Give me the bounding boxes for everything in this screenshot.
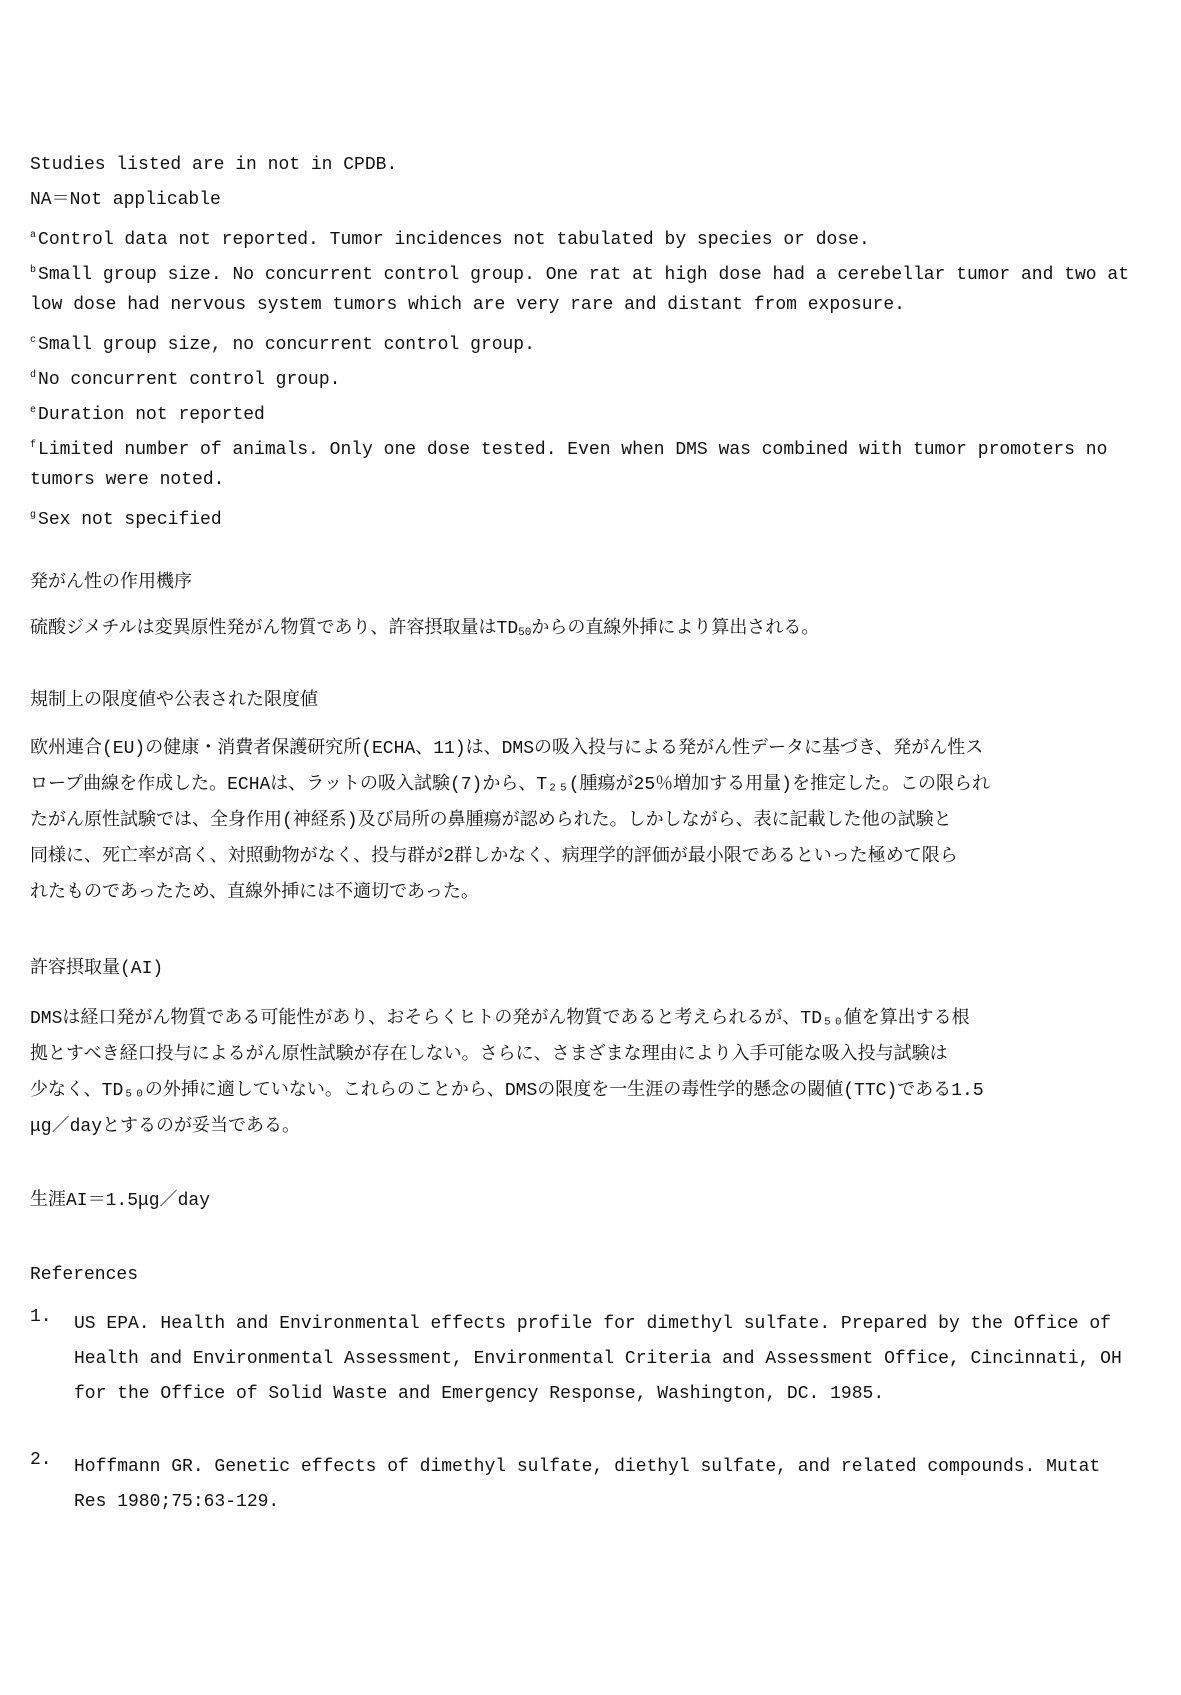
ai-line: 少なく、TD₅₀の外挿に適していない。これらのことから、DMSの限度を一生涯の毒性学的懸念の閾値(TTC)である1.5: [30, 1081, 984, 1101]
limits-line: 同様に、死亡率が高く、対照動物がなく、投与群が2群しかなく、病理学的評価が最小限であるといった極めて限ら: [30, 847, 958, 867]
ai-line: μg／dayとするのが妥当である。: [30, 1117, 301, 1137]
moa-text-post: からの直線外挿により算出される。: [531, 619, 820, 639]
footnote-marker: e: [30, 405, 37, 416]
reference-item: [30, 1450, 1161, 1520]
footnote-text: Small group size, no concurrent control group.: [38, 335, 535, 355]
reference-item: [30, 1307, 1161, 1412]
ai-line: DMSは経口発がん物質である可能性があり、おそらくヒトの発がん物質であると考えられるが、TD₅₀値を算出する根: [30, 1009, 970, 1029]
moa-heading: 発がん性の作用機序: [30, 573, 192, 593]
footnote-marker: g: [30, 510, 37, 521]
footnote-marker: d: [30, 370, 37, 381]
reference-line: Health and Environmental Assessment, Environmental Criteria and Assessment Office, Cincinnati, OH: [74, 1349, 1122, 1369]
limits-line: 欧州連合(EU)の健康・消費者保護研究所(ECHA、11)は、DMSの吸入投与による発がん性データに基づき、発がん性ス: [30, 739, 984, 759]
footnote-line: [30, 358, 1161, 393]
footnote-line: [30, 288, 1161, 323]
footnote-line: [30, 428, 1161, 463]
limits-heading: 規制上の限度値や公表された限度値: [30, 691, 318, 711]
reference-line: for the Office of Solid Waste and Emergency Response, Washington, DC. 1985.: [74, 1384, 885, 1404]
reference-number: 2.: [30, 1450, 52, 1470]
footnote-line: [30, 323, 1161, 358]
footnote-text: Control data not reported. Tumor incidences not tabulated by species or dose.: [38, 230, 870, 250]
footnote-marker: a: [30, 230, 37, 241]
moa-text: [30, 612, 1161, 647]
reference-line: Res 1980;75:63-129.: [74, 1492, 280, 1512]
na-note: NA＝Not applicable: [30, 190, 221, 210]
limits-line: れたものであったため、直線外挿には不適切であった。: [30, 883, 479, 903]
footnote-text: Small group size. No concurrent control group. One rat at high dose had a cerebellar tumor and two at: [38, 265, 1129, 285]
footnote-marker: c: [30, 335, 37, 346]
footnote-text: low dose had nervous system tumors which are very rare and distant from exposure.: [30, 295, 905, 315]
references-heading: References: [30, 1265, 139, 1285]
ai-line: 拠とすべき経口投与によるがん原性試験が存在しない。さらに、さまざまな理由により入手可能な吸入投与試験は: [30, 1045, 948, 1065]
footnotes: [30, 218, 1161, 533]
footnote-line: [30, 218, 1161, 253]
cpdb-note: Studies listed are in not in CPDB.: [30, 155, 398, 175]
footnote-text: Sex not specified: [38, 510, 222, 530]
lifetime-ai: 生涯AI＝1.5μg／day: [30, 1191, 211, 1211]
limits-line: ロープ曲線を作成した。ECHAは、ラットの吸入試験(7)から、T₂₅(腫瘍が25％増加する用量)を推定した。この限られ: [30, 775, 990, 795]
footnote-text: Limited number of animals. Only one dose tested. Even when DMS was combined with tumor promoters no: [38, 440, 1108, 460]
footnote-text: No concurrent control group.: [38, 370, 341, 390]
reference-body: [74, 1307, 1161, 1412]
reference-line: Hoffmann GR. Genetic effects of dimethyl sulfate, diethyl sulfate, and related compounds. Mutat: [74, 1457, 1101, 1477]
footnote-line: [30, 498, 1161, 533]
limits-paragraph: [30, 731, 1161, 911]
table-notes: [30, 148, 1161, 533]
footnote-line: [30, 463, 1161, 498]
moa-subscript: 50: [518, 627, 532, 639]
footnote-line: [30, 393, 1161, 428]
ai-heading: 許容摂取量(AI): [30, 959, 164, 979]
ai-paragraph: [30, 1001, 1161, 1145]
reference-number: 1.: [30, 1307, 52, 1327]
footnote-text: Duration not reported: [38, 405, 265, 425]
reference-line: US EPA. Health and Environmental effects profile for dimethyl sulfate. Prepared by the Office of: [74, 1314, 1111, 1334]
footnote-line: [30, 253, 1161, 288]
footnote-marker: f: [30, 440, 37, 451]
moa-text-pre: 硫酸ジメチルは変異原性発がん物質であり、許容摂取量はTD: [30, 619, 519, 639]
limits-line: たがん原性試験では、全身作用(神経系)及び局所の鼻腫瘍が認められた。しかしながら、表に記載した他の試験と: [30, 811, 952, 831]
footnote-text: tumors were noted.: [30, 470, 225, 490]
reference-body: [74, 1450, 1161, 1520]
footnote-marker: b: [30, 265, 37, 276]
